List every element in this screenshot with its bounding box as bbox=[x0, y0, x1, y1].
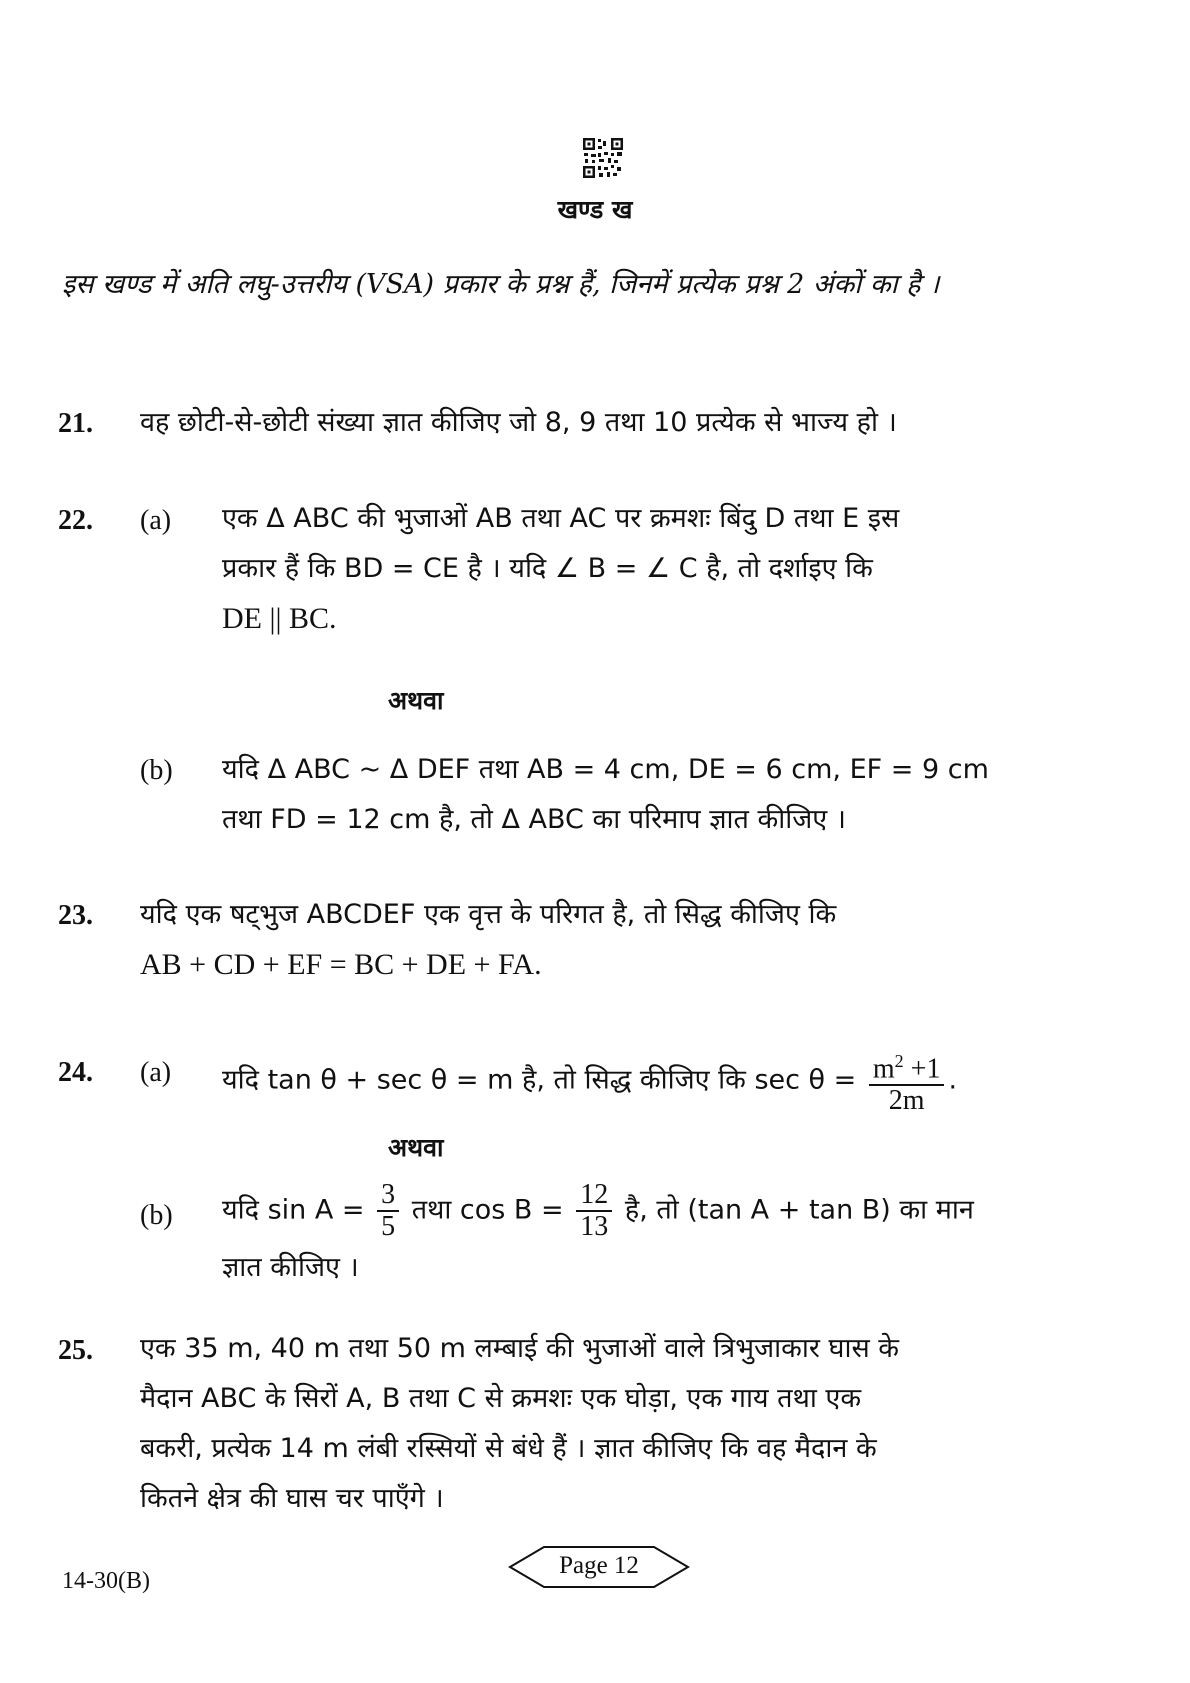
question-23-line-1: यदि एक षट्भुज ABCDEF एक वृत्त के परिगत है, तो सिद्ध कीजिए कि bbox=[140, 899, 837, 930]
paper-code: 14-30(B) bbox=[62, 1568, 150, 1594]
qr-code-icon bbox=[583, 138, 623, 178]
fraction-numerator: 12 bbox=[576, 1180, 612, 1212]
or-separator-24: अथवा bbox=[388, 1133, 444, 1162]
fraction-numerator: 3 bbox=[377, 1180, 399, 1212]
question-22a-line-3: DE || BC. bbox=[222, 602, 337, 635]
question-21-text: वह छोटी-से-छोटी संख्या ज्ञात कीजिए जो 8, 9 तथा 10 प्रत्येक से भाज्य हो । bbox=[140, 407, 897, 438]
question-24b-post: है, तो (tan A + tan B) का मान bbox=[624, 1194, 974, 1226]
question-24b-line-2: ज्ञात कीजिए । bbox=[222, 1252, 359, 1283]
question-24a-text bbox=[222, 1046, 1102, 1116]
page-number-badge bbox=[508, 1544, 690, 1590]
question-24b-line-1 bbox=[222, 1180, 1102, 1242]
question-22b-line-1: यदि Δ ABC ~ Δ DEF तथा AB = 4 cm, DE = 6 cm, EF = 9 cm bbox=[222, 754, 989, 785]
question-24b-mid: तथा cos B = bbox=[411, 1194, 564, 1226]
question-25-line-1: एक 35 m, 40 m तथा 50 m लम्बाई की भुजाओं वाले त्रिभुजाकार घास के bbox=[140, 1333, 900, 1364]
question-22a-line-1: एक Δ ABC की भुजाओं AB तथा AC पर क्रमशः बिंदु D तथा E इस bbox=[222, 503, 900, 534]
section-instructions: इस खण्ड में अति लघु-उत्तरीय (VSA) प्रकार के प्रश्न हैं, जिनमें प्रत्येक प्रश्न 2 अंकों का है । bbox=[62, 269, 940, 300]
fraction-m2-plus-1-over-2m bbox=[869, 1046, 945, 1116]
question-24b-pre: यदि sin A = bbox=[222, 1194, 365, 1226]
question-number-24: 24. bbox=[58, 1057, 93, 1088]
period: . bbox=[948, 1064, 958, 1096]
question-22-part-b-label: (b) bbox=[140, 755, 173, 786]
question-22b-line-2: तथा FD = 12 cm है, तो Δ ABC का परिमाप ज्ञात कीजिए । bbox=[222, 804, 846, 835]
question-24-part-b-label: (b) bbox=[140, 1200, 173, 1231]
question-25-line-4: कितने क्षेत्र की घास चर पाएँगे । bbox=[140, 1483, 444, 1514]
or-separator-22: अथवा bbox=[388, 686, 444, 715]
question-22a-line-2: प्रकार हैं कि BD = CE है । यदि ∠ B = ∠ C है, तो दर्शाइए कि bbox=[222, 553, 873, 584]
question-22-part-a-label: (a) bbox=[140, 505, 172, 536]
section-title: खण्ड ख bbox=[557, 195, 633, 224]
question-23-line-2: AB + CD + EF = BC + DE + FA. bbox=[140, 948, 542, 981]
fraction-numerator: m bbox=[872, 1053, 895, 1085]
fraction-numerator-rest: +1 bbox=[903, 1053, 941, 1085]
question-25-line-3: बकरी, प्रत्येक 14 m लंबी रस्सियों से बंधे हैं । ज्ञात कीजिए कि वह मैदान के bbox=[140, 1433, 877, 1464]
fraction-denominator: 5 bbox=[381, 1211, 396, 1242]
page-number: Page 12 bbox=[559, 1552, 639, 1579]
fraction-denominator: 2m bbox=[888, 1085, 925, 1117]
question-24-part-a-label: (a) bbox=[140, 1057, 172, 1088]
question-25-line-2: मैदान ABC के सिरों A, B तथा C से क्रमशः एक घोड़ा, एक गाय तथा एक bbox=[140, 1383, 862, 1414]
fraction-denominator: 13 bbox=[580, 1211, 609, 1242]
question-number-22: 22. bbox=[58, 505, 93, 536]
question-number-21: 21. bbox=[58, 408, 93, 439]
question-number-23: 23. bbox=[58, 900, 93, 931]
superscript: 2 bbox=[894, 1051, 904, 1071]
question-number-25: 25. bbox=[58, 1335, 93, 1366]
fraction-3-over-5 bbox=[377, 1180, 399, 1242]
fraction-12-over-13 bbox=[576, 1180, 612, 1242]
question-24a-statement: यदि tan θ + sec θ = m है, तो सिद्ध कीजिए कि sec θ = bbox=[222, 1064, 857, 1096]
